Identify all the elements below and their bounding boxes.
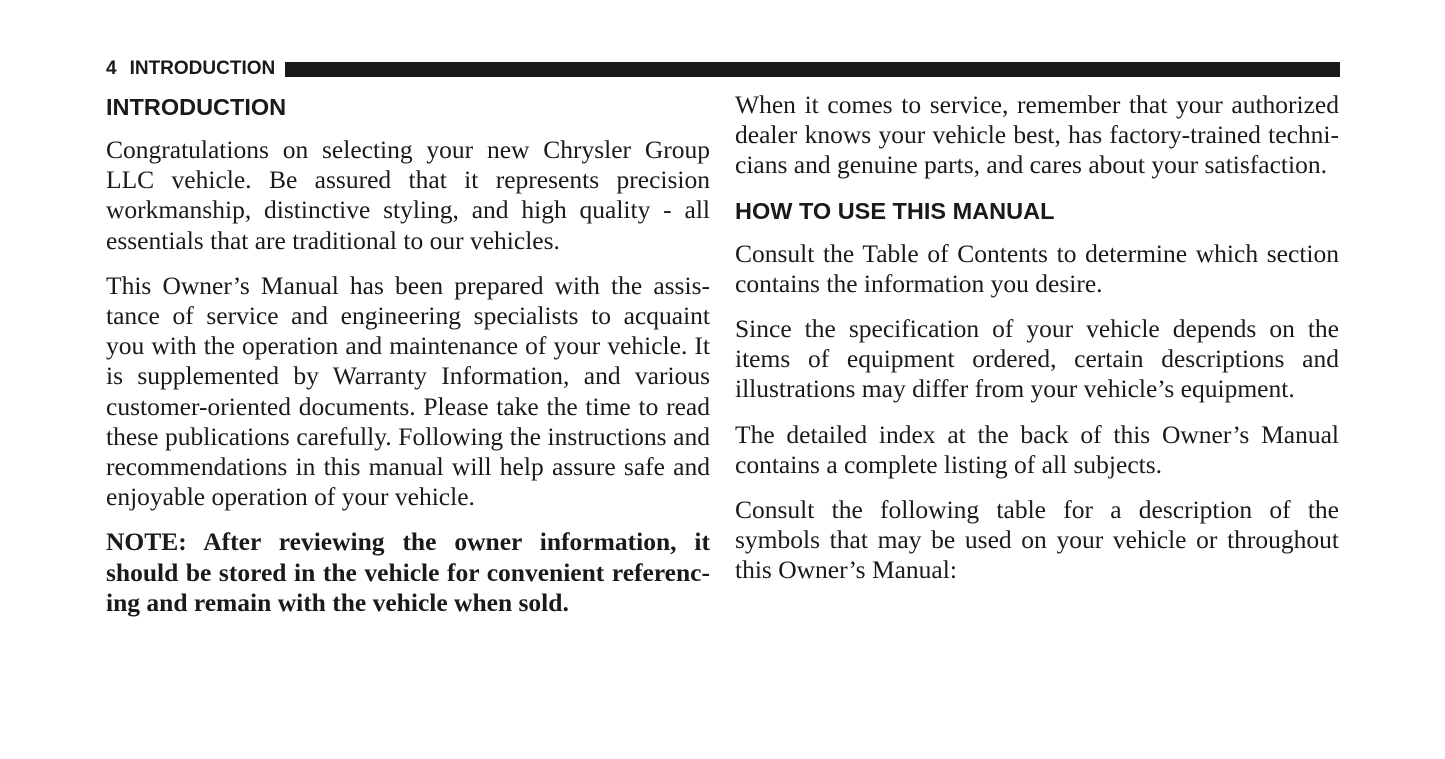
- right-column: [735, 90, 1339, 601]
- left-column: [106, 90, 710, 633]
- running-section-title: INTRODUCTION: [129, 58, 276, 79]
- introduction-heading: INTRODUCTION: [106, 94, 287, 120]
- note-paragraph: NOTE: After reviewing the owner information, it should be stored in the vehicle for convenient referencing and remain with the vehicle when sold.: [106, 527, 710, 617]
- page-number: 4: [106, 58, 117, 79]
- manual-preparation-paragraph: This Owner’s Manual has been prepared with the assistance of service and engineering specialists to acquaint you with the operation and maintenance of your vehicle. It is supplemented by Warranty Information, and various customer-oriented documents. Please take the time to read these publications carefully. Following the instructions and recommendations in this manual will help assure safe and enjoyable operation of your vehicle.: [106, 270, 710, 512]
- specification-paragraph: Since the specification of your vehicle depends on the items of equipment ordered, certain descriptions and illustrations may differ from your vehicle’s equipment.: [735, 314, 1339, 404]
- page-header: [106, 58, 1340, 80]
- how-to-use-heading: HOW TO USE THIS MANUAL: [735, 197, 1055, 224]
- service-paragraph: When it comes to service, remember that your authorized dealer knows your vehicle best, has factory-trained technicians and genuine parts, and cares about your satisfaction.: [735, 90, 1339, 180]
- symbols-paragraph: Consult the following table for a description of the symbols that may be used on your vehicle or throughout this Owner’s Manual:: [735, 495, 1339, 585]
- index-paragraph: The detailed index at the back of this Owner’s Manual contains a complete listing of all subjects.: [735, 419, 1339, 479]
- congratulations-paragraph: Congratulations on selecting your new Chrysler Group LLC vehicle. Be assured that it represents precision workmanship, distinctive styling, and high quality - all essentials that are traditional to our vehicles.: [106, 135, 710, 255]
- header-rule: [285, 62, 1340, 77]
- table-of-contents-paragraph: Consult the Table of Contents to determine which section contains the information you desire.: [735, 238, 1339, 298]
